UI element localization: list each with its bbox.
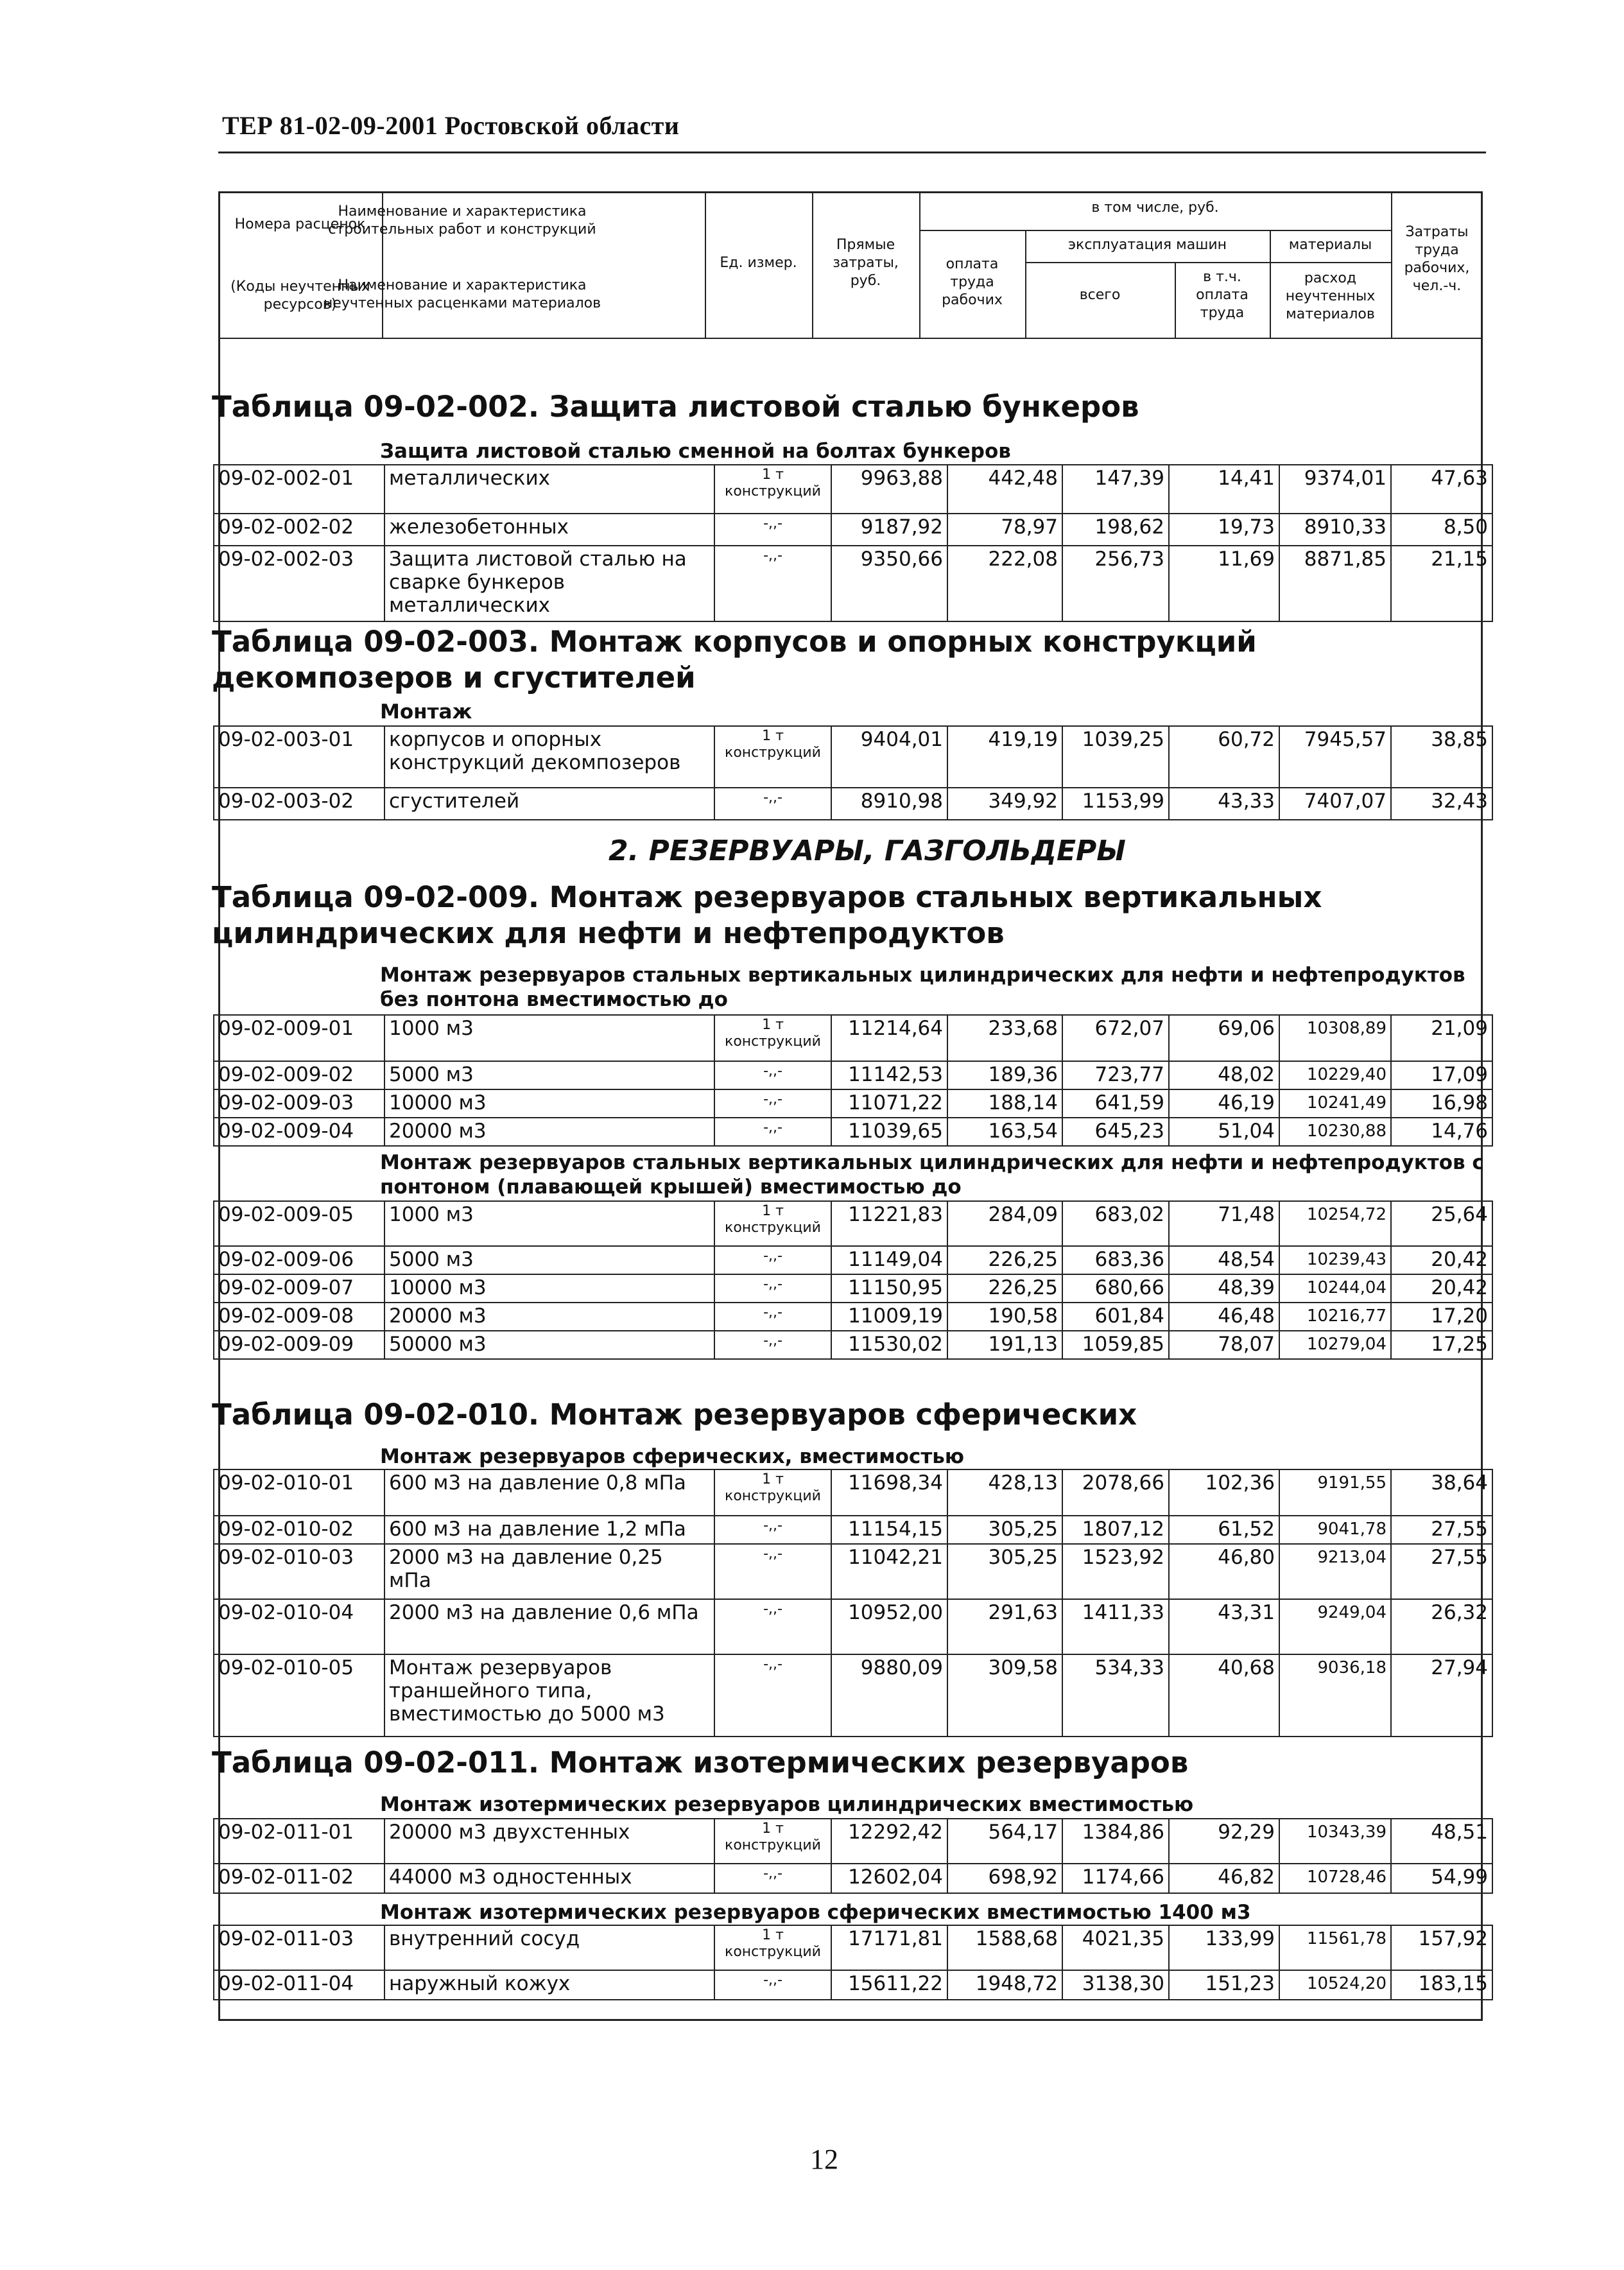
materials: 9249,04 — [1279, 1599, 1391, 1654]
rate-name: сгустителей — [384, 788, 714, 820]
header-rule — [218, 152, 1486, 153]
rates-table-010 — [213, 1469, 1493, 1737]
col-labor-hours: Затраты труда рабочих, чел.-ч. — [1404, 224, 1470, 294]
labor-hours: 17,20 — [1391, 1303, 1492, 1331]
table-row — [214, 1864, 1492, 1893]
col-materials-unaccounted: расход неучтенных материалов — [1285, 270, 1376, 322]
rate-unit: 1 т конструкций — [714, 1819, 831, 1864]
col-code: Номера расценок — [234, 216, 366, 232]
table-title-09-02-011: Таблица 09-02-011. Монтаж изотермических резервуаров — [212, 1746, 1189, 1780]
labor-pay: 564,17 — [947, 1819, 1062, 1864]
labor-pay: 698,92 — [947, 1864, 1062, 1893]
direct-costs: 9880,09 — [831, 1654, 947, 1737]
labor-hours: 16,98 — [1391, 1089, 1492, 1118]
rate-unit: 1 т конструкций — [714, 1201, 831, 1246]
materials: 10230,88 — [1279, 1118, 1391, 1146]
rate-unit: 1 т конструкций — [714, 465, 831, 514]
machines-total: 3138,30 — [1062, 1970, 1169, 2000]
rate-unit: 1 т конструкций — [714, 1925, 831, 1970]
rate-name: 600 м3 на давление 0,8 мПа — [384, 1469, 714, 1516]
rate-unit: -,,- — [714, 1331, 831, 1359]
rate-code: 09-02-011-01 — [214, 1819, 384, 1864]
labor-hours: 38,85 — [1391, 726, 1492, 788]
table-row — [214, 1516, 1492, 1544]
machines-labor: 46,82 — [1169, 1864, 1279, 1893]
materials: 9041,78 — [1279, 1516, 1391, 1544]
rate-unit: 1 т конструкций — [714, 726, 831, 788]
direct-costs: 17171,81 — [831, 1925, 947, 1970]
materials: 10241,49 — [1279, 1089, 1391, 1118]
table-subtitle: Монтаж — [380, 700, 472, 723]
labor-hours: 21,09 — [1391, 1015, 1492, 1061]
machines-labor: 43,33 — [1169, 788, 1279, 820]
labor-hours: 8,50 — [1391, 514, 1492, 546]
machines-labor: 11,69 — [1169, 546, 1279, 621]
labor-hours: 157,92 — [1391, 1925, 1492, 1970]
table-row — [214, 1246, 1492, 1274]
labor-pay: 190,58 — [947, 1303, 1062, 1331]
machines-labor: 46,80 — [1169, 1544, 1279, 1599]
machines-labor: 51,04 — [1169, 1118, 1279, 1146]
rate-code: 09-02-010-05 — [214, 1654, 384, 1737]
machines-total: 4021,35 — [1062, 1925, 1169, 1970]
labor-hours: 47,63 — [1391, 465, 1492, 514]
machines-labor: 69,06 — [1169, 1015, 1279, 1061]
labor-pay: 428,13 — [947, 1469, 1062, 1516]
machines-total: 683,36 — [1062, 1246, 1169, 1274]
rate-unit: -,,- — [714, 1864, 831, 1893]
rate-code: 09-02-009-01 — [214, 1015, 384, 1061]
labor-pay: 419,19 — [947, 726, 1062, 788]
labor-pay: 189,36 — [947, 1061, 1062, 1089]
machines-labor: 40,68 — [1169, 1654, 1279, 1737]
rate-name: 20000 м3 — [384, 1118, 714, 1146]
machines-labor: 133,99 — [1169, 1925, 1279, 1970]
labor-hours: 17,09 — [1391, 1061, 1492, 1089]
rate-unit: -,,- — [714, 546, 831, 621]
rate-code: 09-02-011-04 — [214, 1970, 384, 2000]
rate-unit: -,,- — [714, 1516, 831, 1544]
direct-costs: 12602,04 — [831, 1864, 947, 1893]
machines-labor: 46,19 — [1169, 1089, 1279, 1118]
table-row — [214, 1599, 1492, 1654]
machines-total: 680,66 — [1062, 1274, 1169, 1303]
machines-labor: 102,36 — [1169, 1469, 1279, 1516]
machines-labor: 92,29 — [1169, 1819, 1279, 1864]
labor-pay: 291,63 — [947, 1599, 1062, 1654]
rate-code: 09-02-009-06 — [214, 1246, 384, 1274]
direct-costs: 10952,00 — [831, 1599, 947, 1654]
labor-pay: 188,14 — [947, 1089, 1062, 1118]
machines-labor: 60,72 — [1169, 726, 1279, 788]
machines-labor: 48,39 — [1169, 1274, 1279, 1303]
rate-code: 09-02-010-02 — [214, 1516, 384, 1544]
rate-unit: -,,- — [714, 1274, 831, 1303]
rate-code: 09-02-002-02 — [214, 514, 384, 546]
rate-name: 20000 м3 — [384, 1303, 714, 1331]
labor-pay: 222,08 — [947, 546, 1062, 621]
col-machines-total: всего — [1079, 287, 1121, 303]
rates-table-002 — [213, 464, 1493, 622]
col-machines: эксплуатация машин — [1067, 237, 1227, 253]
direct-costs: 11009,19 — [831, 1303, 947, 1331]
labor-hours: 26,32 — [1391, 1599, 1492, 1654]
col-name: Наименование и характеристика строительных работ и конструкций — [328, 204, 596, 238]
col-code-resources: (Коды неучтенных ресурсов) — [230, 279, 370, 313]
direct-costs: 9187,92 — [831, 514, 947, 546]
machines-total: 1411,33 — [1062, 1599, 1169, 1654]
labor-hours: 27,55 — [1391, 1516, 1492, 1544]
rate-code: 09-02-011-03 — [214, 1925, 384, 1970]
materials: 10239,43 — [1279, 1246, 1391, 1274]
labor-pay: 163,54 — [947, 1118, 1062, 1146]
materials: 10343,39 — [1279, 1819, 1391, 1864]
machines-total: 198,62 — [1062, 514, 1169, 546]
labor-hours: 183,15 — [1391, 1970, 1492, 2000]
table-row — [214, 1469, 1492, 1516]
materials: 9191,55 — [1279, 1469, 1391, 1516]
table-row — [214, 1544, 1492, 1599]
rate-unit: -,,- — [714, 1544, 831, 1599]
rate-code: 09-02-003-02 — [214, 788, 384, 820]
rate-unit: 1 т конструкций — [714, 1015, 831, 1061]
direct-costs: 11214,64 — [831, 1015, 947, 1061]
table-title-09-02-003: Таблица 09-02-003. Монтаж корпусов и опорных конструкций декомпозеров и сгустителей — [212, 625, 1257, 695]
materials: 10254,72 — [1279, 1201, 1391, 1246]
labor-pay: 284,09 — [947, 1201, 1062, 1246]
direct-costs: 11071,22 — [831, 1089, 947, 1118]
rates-table-011-a — [213, 1818, 1493, 1894]
rate-name: 2000 м3 на давление 0,25 мПа — [384, 1544, 714, 1599]
direct-costs: 9350,66 — [831, 546, 947, 621]
rate-name: 10000 м3 — [384, 1274, 714, 1303]
rate-unit: -,,- — [714, 1061, 831, 1089]
materials: 8910,33 — [1279, 514, 1391, 546]
direct-costs: 11150,95 — [831, 1274, 947, 1303]
column-header — [218, 191, 1483, 338]
machines-labor: 46,48 — [1169, 1303, 1279, 1331]
materials: 7945,57 — [1279, 726, 1391, 788]
table-row — [214, 465, 1492, 514]
rate-code: 09-02-002-01 — [214, 465, 384, 514]
rate-name: 10000 м3 — [384, 1089, 714, 1118]
rate-code: 09-02-010-03 — [214, 1544, 384, 1599]
machines-total: 1153,99 — [1062, 788, 1169, 820]
materials: 10308,89 — [1279, 1015, 1391, 1061]
labor-hours: 38,64 — [1391, 1469, 1492, 1516]
table-subtitle: Монтаж изотермических резервуаров сферических вместимостью 1400 м3 — [380, 1901, 1251, 1924]
direct-costs: 11042,21 — [831, 1544, 947, 1599]
materials: 10229,40 — [1279, 1061, 1391, 1089]
rate-code: 09-02-009-03 — [214, 1089, 384, 1118]
table-subtitle: Защита листовой сталью сменной на болтах бункеров — [380, 440, 1011, 463]
rate-unit: -,,- — [714, 514, 831, 546]
labor-pay: 442,48 — [947, 465, 1062, 514]
rate-unit: -,,- — [714, 1246, 831, 1274]
labor-pay: 226,25 — [947, 1274, 1062, 1303]
table-row — [214, 1303, 1492, 1331]
rate-name: металлических — [384, 465, 714, 514]
rate-code: 09-02-009-04 — [214, 1118, 384, 1146]
materials: 10244,04 — [1279, 1274, 1391, 1303]
machines-total: 1384,86 — [1062, 1819, 1169, 1864]
rate-code: 09-02-009-08 — [214, 1303, 384, 1331]
machines-total: 1059,85 — [1062, 1331, 1169, 1359]
rate-name: 2000 м3 на давление 0,6 мПа — [384, 1599, 714, 1654]
materials: 8871,85 — [1279, 546, 1391, 621]
table-row — [214, 514, 1492, 546]
labor-pay: 305,25 — [947, 1516, 1062, 1544]
materials: 10524,20 — [1279, 1970, 1391, 2000]
part-title: 2. РЕЗЕРВУАРЫ, ГАЗГОЛЬДЕРЫ — [609, 835, 1126, 867]
rate-code: 09-02-003-01 — [214, 726, 384, 788]
direct-costs: 11698,34 — [831, 1469, 947, 1516]
rate-code: 09-02-009-09 — [214, 1331, 384, 1359]
labor-pay: 1588,68 — [947, 1925, 1062, 1970]
materials: 9374,01 — [1279, 465, 1391, 514]
labor-hours: 20,42 — [1391, 1274, 1492, 1303]
table-row — [214, 788, 1492, 820]
rate-code: 09-02-009-07 — [214, 1274, 384, 1303]
rate-unit: -,,- — [714, 1599, 831, 1654]
rate-unit: -,,- — [714, 1970, 831, 2000]
col-including: в том числе, руб. — [1091, 200, 1219, 216]
direct-costs: 11530,02 — [831, 1331, 947, 1359]
page-number: 12 — [810, 2144, 838, 2175]
table-row — [214, 1925, 1492, 1970]
table-row — [214, 1274, 1492, 1303]
table-row — [214, 1061, 1492, 1089]
col-unit: Ед. измер. — [720, 255, 797, 271]
machines-labor: 78,07 — [1169, 1331, 1279, 1359]
table-row — [214, 1970, 1492, 2000]
direct-costs: 11221,83 — [831, 1201, 947, 1246]
rate-name: 5000 м3 — [384, 1246, 714, 1274]
rate-name: Монтаж резервуаров траншейного типа, вместимостью до 5000 м3 — [384, 1654, 714, 1737]
rate-code: 09-02-010-01 — [214, 1469, 384, 1516]
direct-costs: 11154,15 — [831, 1516, 947, 1544]
col-labor-pay: оплата труда рабочих — [942, 256, 1003, 308]
labor-hours: 54,99 — [1391, 1864, 1492, 1893]
direct-costs: 9963,88 — [831, 465, 947, 514]
labor-pay: 305,25 — [947, 1544, 1062, 1599]
rate-name: внутренний сосуд — [384, 1925, 714, 1970]
table-title-09-02-010: Таблица 09-02-010. Монтаж резервуаров сферических — [212, 1398, 1137, 1432]
rate-unit: -,,- — [714, 1089, 831, 1118]
machines-total: 1039,25 — [1062, 726, 1169, 788]
rates-table-009-b — [213, 1200, 1493, 1360]
machines-total: 147,39 — [1062, 465, 1169, 514]
labor-pay: 78,97 — [947, 514, 1062, 546]
table-row — [214, 1819, 1492, 1864]
rate-name: 1000 м3 — [384, 1201, 714, 1246]
table-subtitle: Монтаж резервуаров стальных вертикальных цилиндрических для нефти и нефтепродуктов без понтона вместимостью до — [380, 964, 1465, 1011]
machines-labor: 71,48 — [1169, 1201, 1279, 1246]
rate-unit: -,,- — [714, 788, 831, 820]
labor-pay: 226,25 — [947, 1246, 1062, 1274]
table-title-09-02-009: Таблица 09-02-009. Монтаж резервуаров стальных вертикальных цилиндрических для нефти и нефтепродуктов — [212, 880, 1322, 950]
table-row — [214, 1118, 1492, 1146]
labor-pay: 309,58 — [947, 1654, 1062, 1737]
materials: 10279,04 — [1279, 1331, 1391, 1359]
table-subtitle: Монтаж резервуаров сферических, вместимостью — [380, 1445, 965, 1468]
rate-name: Защита листовой сталью на сварке бункеров металлических — [384, 546, 714, 621]
col-materials: материалы — [1288, 237, 1372, 253]
labor-hours: 27,94 — [1391, 1654, 1492, 1737]
col-machines-labor: в т.ч. оплата труда — [1196, 269, 1248, 321]
rate-name: 1000 м3 — [384, 1015, 714, 1061]
labor-pay: 349,92 — [947, 788, 1062, 820]
machines-labor: 43,31 — [1169, 1599, 1279, 1654]
rate-unit: -,,- — [714, 1654, 831, 1737]
rate-unit: 1 т конструкций — [714, 1469, 831, 1516]
rate-code: 09-02-009-02 — [214, 1061, 384, 1089]
rate-name: 5000 м3 — [384, 1061, 714, 1089]
direct-costs: 8910,98 — [831, 788, 947, 820]
rate-unit: -,,- — [714, 1118, 831, 1146]
machines-labor: 151,23 — [1169, 1970, 1279, 2000]
materials: 9213,04 — [1279, 1544, 1391, 1599]
labor-hours: 25,64 — [1391, 1201, 1492, 1246]
rate-unit: -,,- — [714, 1303, 831, 1331]
direct-costs: 15611,22 — [831, 1970, 947, 2000]
machines-labor: 48,54 — [1169, 1246, 1279, 1274]
machines-total: 1807,12 — [1062, 1516, 1169, 1544]
table-row — [214, 726, 1492, 788]
rate-name: 600 м3 на давление 1,2 мПа — [384, 1516, 714, 1544]
machines-total: 1174,66 — [1062, 1864, 1169, 1893]
machines-labor: 14,41 — [1169, 465, 1279, 514]
table-row — [214, 546, 1492, 621]
rate-code: 09-02-011-02 — [214, 1864, 384, 1893]
table-row — [214, 1201, 1492, 1246]
labor-hours: 21,15 — [1391, 546, 1492, 621]
rate-code: 09-02-002-03 — [214, 546, 384, 621]
materials: 7407,07 — [1279, 788, 1391, 820]
document-header: ТЕР 81-02-09-2001 Ростовской области — [222, 111, 680, 140]
labor-hours: 48,51 — [1391, 1819, 1492, 1864]
direct-costs: 11149,04 — [831, 1246, 947, 1274]
machines-total: 683,02 — [1062, 1201, 1169, 1246]
table-row — [214, 1089, 1492, 1118]
machines-total: 601,84 — [1062, 1303, 1169, 1331]
table-row — [214, 1015, 1492, 1061]
table-subtitle: Монтаж изотермических резервуаров цилиндрических вместимостью — [380, 1793, 1194, 1816]
rate-name: наружный кожух — [384, 1970, 714, 2000]
rates-table-003 — [213, 725, 1493, 820]
rate-code: 09-02-009-05 — [214, 1201, 384, 1246]
rate-name: корпусов и опорных конструкций декомпозеров — [384, 726, 714, 788]
machines-total: 645,23 — [1062, 1118, 1169, 1146]
machines-total: 2078,66 — [1062, 1469, 1169, 1516]
table-subtitle: Монтаж резервуаров стальных вертикальных цилиндрических для нефти и нефтепродуктов с понтоном (плавающей крышей) вместимостью до — [380, 1151, 1484, 1199]
machines-total: 641,59 — [1062, 1089, 1169, 1118]
machines-total: 1523,92 — [1062, 1544, 1169, 1599]
direct-costs: 11039,65 — [831, 1118, 947, 1146]
table-title-09-02-002: Таблица 09-02-002. Защита листовой сталью бункеров — [212, 390, 1139, 424]
machines-labor: 61,52 — [1169, 1516, 1279, 1544]
labor-hours: 20,42 — [1391, 1246, 1492, 1274]
machines-total: 672,07 — [1062, 1015, 1169, 1061]
machines-total: 723,77 — [1062, 1061, 1169, 1089]
labor-hours: 14,76 — [1391, 1118, 1492, 1146]
table-row — [214, 1331, 1492, 1359]
machines-total: 256,73 — [1062, 546, 1169, 621]
labor-pay: 233,68 — [947, 1015, 1062, 1061]
col-name-materials: Наименование и характеристика неучтенных расценками материалов — [323, 277, 601, 311]
materials: 11561,78 — [1279, 1925, 1391, 1970]
labor-hours: 17,25 — [1391, 1331, 1492, 1359]
rate-name: 20000 м3 двухстенных — [384, 1819, 714, 1864]
direct-costs: 11142,53 — [831, 1061, 947, 1089]
rate-code: 09-02-010-04 — [214, 1599, 384, 1654]
rate-name: 44000 м3 одностенных — [384, 1864, 714, 1893]
labor-hours: 32,43 — [1391, 788, 1492, 820]
labor-hours: 27,55 — [1391, 1544, 1492, 1599]
materials: 10728,46 — [1279, 1864, 1391, 1893]
col-direct-costs: Прямые затраты, руб. — [833, 237, 899, 289]
labor-pay: 191,13 — [947, 1331, 1062, 1359]
rates-table-011-b — [213, 1925, 1493, 2000]
direct-costs: 9404,01 — [831, 726, 947, 788]
machines-labor: 19,73 — [1169, 514, 1279, 546]
materials: 9036,18 — [1279, 1654, 1391, 1737]
materials: 10216,77 — [1279, 1303, 1391, 1331]
machines-total: 534,33 — [1062, 1654, 1169, 1737]
direct-costs: 12292,42 — [831, 1819, 947, 1864]
labor-pay: 1948,72 — [947, 1970, 1062, 2000]
rate-name: железобетонных — [384, 514, 714, 546]
machines-labor: 48,02 — [1169, 1061, 1279, 1089]
rates-table-009-a — [213, 1014, 1493, 1147]
table-row — [214, 1654, 1492, 1737]
rate-name: 50000 м3 — [384, 1331, 714, 1359]
